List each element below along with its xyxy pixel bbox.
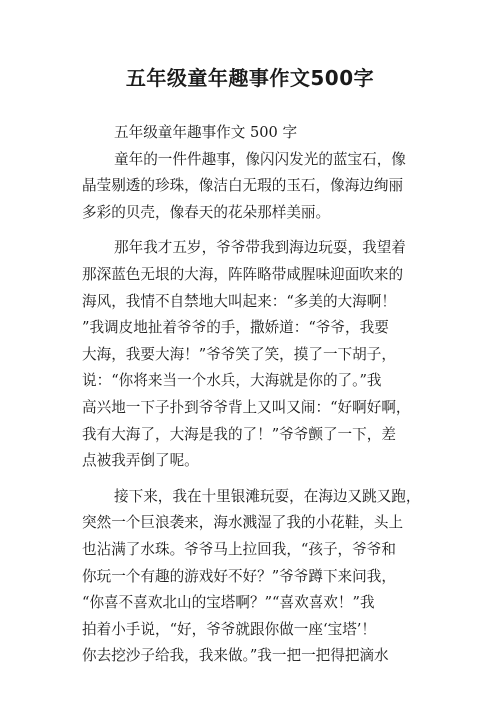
paragraph-2 [82, 235, 444, 474]
paragraph-3 [82, 484, 444, 670]
paragraph-line: 接下来，我在十里银滩玩耍，在海边又跳又跑， [114, 487, 421, 505]
paragraph-line: 晶莹剔透的珍珠，像洁白无瑕的玉石，像海边绚丽 [82, 177, 404, 195]
paragraph-line: 你去挖沙子给我，我来做。”我一把一把得把滴水 [82, 647, 389, 665]
paragraph-line: 多彩的贝壳，像春天的花朵那样美丽。 [82, 203, 331, 221]
paragraph-line: 那年我才五岁，爷爷带我到海边玩耍，我望着 [114, 239, 406, 257]
paragraph-line: 你玩一个有趣的游戏好不好？”爷爷蹲下来问我， [82, 567, 396, 585]
paragraph-line: 海风，我情不自禁地大叫起来：“多美的大海啊！ [82, 292, 396, 310]
paragraph-line: 也沾满了水珠。爷爷马上拉回我，“孩子，爷爷和 [82, 540, 396, 558]
paragraph-line: ”我调皮地扯着爷爷的手，撒娇道：“爷爷，我要 [82, 319, 389, 337]
paragraph-line: 突然一个巨浪袭来，海水溅湿了我的小花鞋，头上 [82, 514, 404, 532]
paragraph-line: 大海，我要大海！”爷爷笑了笑，摸了一下胡子， [82, 345, 396, 363]
document-body [82, 120, 444, 670]
paragraph-line: 高兴地一下子扑到爷爷背上又叫又闹：“好啊好啊， [82, 398, 411, 416]
paragraph-line: 童年的一件件趣事，像闪闪发光的蓝宝石，像 [114, 150, 406, 168]
paragraph-line: 说：“你将来当一个水兵，大海就是你的了。”我 [82, 372, 382, 390]
document-subtitle: 五年级童年趣事作文 500 字 [114, 124, 298, 141]
paragraph-line: 我有大海了，大海是我的了！”爷爷颤了一下，差 [82, 425, 396, 443]
paragraph-1 [82, 147, 444, 227]
paragraph-line: 拍着小手说，“好，爷爷就跟你做一座‘宝塔’！ [82, 620, 377, 638]
paragraph-line: “你喜不喜欢北山的宝塔啊？”“喜欢喜欢！”我 [82, 594, 375, 612]
paragraph-line: 那深蓝色无垠的大海，阵阵略带咸腥味迎面吹来的 [82, 265, 404, 283]
paragraph-line: 点被我弄倒了呢。 [82, 452, 199, 470]
document-title: 五年级童年趣事作文500字 [125, 66, 375, 90]
